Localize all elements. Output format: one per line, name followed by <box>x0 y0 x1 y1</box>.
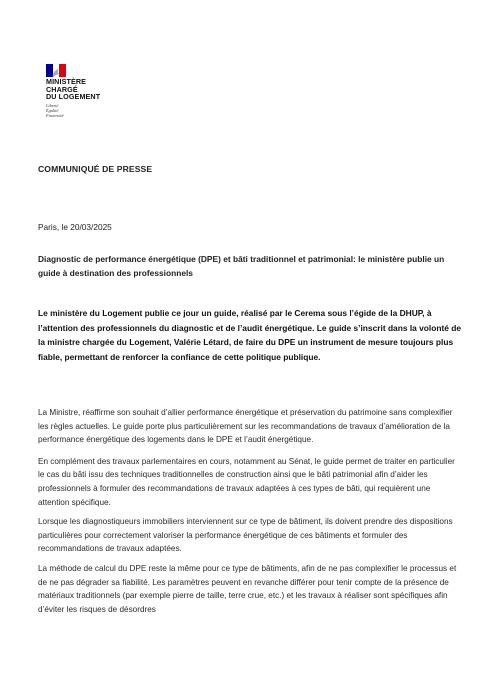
dateline: Paris, le 20/03/2025 <box>38 222 112 232</box>
body-paragraph: Lorsque les diagnostiqueurs immobiliers interviennent sur ce type de bâtiment, ils doivent prendre des dispositions particulières pour correctement valoriser la performance énergétique de ces bâtiments et formuler des recommandations de travaux adaptées. <box>38 517 453 554</box>
lead-paragraph: Le ministère du Logement publie ce jour un guide, réalisé par le Cerema sous l’égide de la DHUP, à l’attention des professionnels du diagnostic et de l’audit énergétique. Le guide s’inscrit dans la volonté de la ministre chargée du Logement, Valérie Létard, de faire du DPE un instrument de mesure toujours plus fiable, permettant de renforcer la confiance de cette politique publique. <box>38 308 462 362</box>
marianne-flag-icon <box>46 64 66 77</box>
body-paragraph: La méthode de calcul du DPE reste la même pour ce type de bâtiments, afin de ne pas complexifier le processus et de ne pas dégrader sa fiabilité. Les paramètres peuvent en revanche différer pour tenir compte de la présence de matériaux traditionnels (par exemple pierre de taille, terre crue, etc.) et les travaux à réaliser sont spécifiques afin d’éviter les risques de désordres <box>38 563 457 614</box>
body-paragraph: La Ministre, réaffirme son souhait d’allier performance énergétique et préservation du patrimoine sans complexifier les règles actuelles. Le guide porte plus particulièrement sur les recommandations de travaux d’amélioration de la performance énergétique des logements dans le DPE et l’audit énergétique. <box>38 408 453 445</box>
ministry-logo <box>46 64 126 118</box>
body-paragraph: En complément des travaux parlementaires en cours, notamment au Sénat, le guide permet de traiter en particulier le cas du bâti issu des techniques traditionnelles de construction ainsi que le bâti patrimonial afin d’aider les professionnels à formuler des recommandations de travaux adaptées à ces types de bâti, qui requièrent une attention spécifique. <box>38 456 455 507</box>
headline: Diagnostic de performance énergétique (DPE) et bâti traditionnel et patrimonial: le ministère publie un guide à destination des professionnels <box>38 254 445 278</box>
press-release-label: COMMUNIQUÉ DE PRESSE <box>38 164 153 174</box>
ministry-name: MINISTÈRE CHARGÉ DU LOGEMENT <box>46 77 101 101</box>
republic-motto: Liberté Égalité Fraternité <box>46 102 64 118</box>
body-text <box>38 406 460 622</box>
